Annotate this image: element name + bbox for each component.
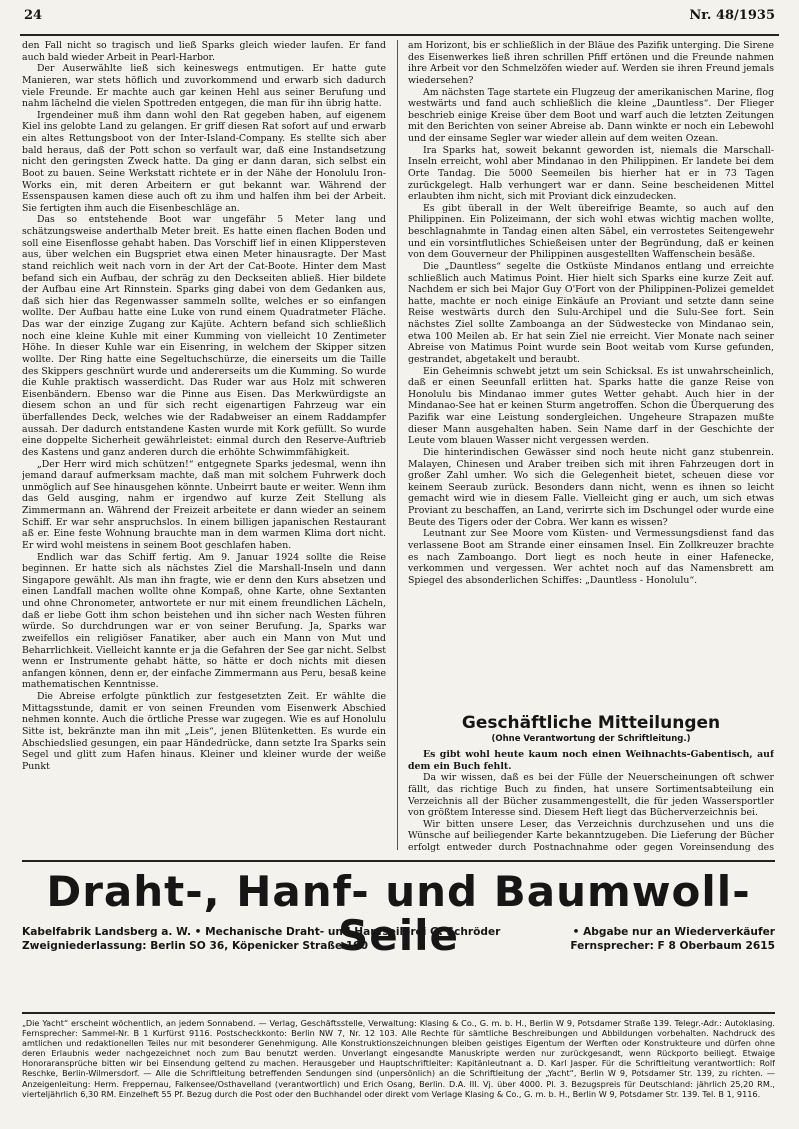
paragraph: Der Auserwählte ließ sich keineswegs entmutigen. Er hatte gute Manieren, war stets höflich und zuvorkommend und erwarb sich dadurch viele Freunde. Er machte auch gar keinen Hehl aus seiner Berufung und nahm lächelnd die vielen Spottreden entgegen, die man für ihn übrig hatte. (22, 63, 386, 110)
paragraph: Leutnant zur See Moore vom Küsten- und Vermessungsdienst fand das verlassene Boot am Strande einer einsamen Insel. Ein Zollkreuzer brachte es nach Zamboango. Dort liegt es noch heute in einer Hafenecke, verkommen und vergessen. Wer achtet noch auf das Namensbrett am Spiegel des absonderlichen Schiffes: „Dauntless - Honolulu“. (408, 528, 774, 586)
issue-number: Nr. 48/1935 (689, 8, 775, 23)
article-right-column (408, 40, 774, 680)
ad-branch-address: Zweigniederlassung: Berlin SO 36, Köpenicker Straße 190 (22, 940, 369, 952)
ad-phone: Fernsprecher: F 8 Oberbaum 2615 (570, 940, 775, 952)
section-title: Geschäftliche Mitteilungen (461, 713, 721, 733)
paragraph: am Horizont, bis er schließlich in der Bläue des Pazifik unterging. Die Sirene des Eisenwerkes ließ ihren schrillen Pfiff ertönen und die Freunde nahmen ihre Arbeit vor den Schmelzöfen wieder auf. Werden sie ihren Freund jemals wiedersehen? (408, 40, 774, 86)
page-header (24, 8, 775, 28)
header-rule (20, 34, 779, 36)
paragraph: Irgendeiner muß ihm dann wohl den Rat gegeben haben, auf eigenem Kiel ins gelobte Land zu gelangen. Er griff diesen Rat sofort auf und erwarb ein altes Rettungsboot von der Inter-Island-Company. Es stellte sich aber bald heraus, daß der Pott schon so verfault war, daß eine Instandsetzung nicht den geringsten Zweck hatte. Da ging er dann daran, sich selbst ein Boot zu bauen. Seine Werkstatt richtete er in der Nähe der Honolulu Iron-Works ein, mit deren Arbeitern er gut bekannt war. Während der Essenspausen kamen diese auch oft zu ihm und halfen ihm bei der Arbeit. Sie fertigten ihm auch die Eisenbeschläge an. (22, 109, 386, 214)
paragraph: Ein Geheimnis schwebt jetzt um sein Schicksal. Es ist unwahrscheinlich, daß er einen Seeunfall erlitten hat. Sparks hatte die ganze Reise von Honolulu bis Mindanao immer gutes Wetter gehabt. Auch hier in der Mindanao-See hat er keinen Sturm angetroffen. Schon die Überquerung des Pazifik war eine Leistung sondergleichen. Ungeheure Strapazen mußte dieser Mann ausgehalten haben. Sein Name darf in der Geschichte der Leute vom blauen Wasser nicht vergessen werden. (408, 365, 774, 447)
paragraph: Da wir wissen, daß es bei der Fülle der Neuerscheinungen oft schwer fällt, das richtige Buch zu finden, hat unsere Sortimentsabteilung ein Verzeichnis all der Bücher zusammengestellt, die für jeden Wassersportler von größtem Interesse sind. Diesem Heft liegt das Bücherverzeichnis bei. (408, 772, 774, 819)
column-divider (397, 40, 398, 850)
imprint-text: „Die Yacht“ erscheint wöchentlich, an jedem Sonnabend. — Verlag, Geschäftsstelle, Verwaltung: Klasing & Co., G. m. b. H., Berlin W 9, Potsdamer Straße 139. Telegr.-Adr.: Autoklasing. Fernsprecher: Sammel-Nr. B 1 Kurfürst 9116. Postscheckkonto: Berlin NW 7, Nr. 12 103. Alle Rechte für sämtliche Beschreibungen und Abbildungen vorbehalten. Nachdruck des amtlichen und redaktionellen Teiles nur mit besonderer Genehmigung. Alle Konstruktionszeichnungen bleiben geistiges Eigentum der Werften oder Konstrukteure und dürfen ohne deren Erlaubnis weder nachgezeichnet noch zum Bau benutzt werden. Unverlangt eingesandte Manuskripte werden nur zurückgesandt, wenn Rückporto beiliegt. Etwaige Honoraransprüche bitten wir bei Einsendung geltend zu machen. Herausgeber und Hauptschriftleiter: Kapitänleutnant a. D. Karl Jasper. Für die Schriftleitung verantwortlich: Rolf Reschke, Berlin-Wilmersdorf. — Alle die Schriftleitung betreffenden Sendungen sind (unpersönlich) an die Schriftleitung der „Yacht“, Berlin W 9, Potsdamer Str. 139, zu richten. — Anzeigenleitung: Herm. Freppernau, Falkensee/Osthavelland (verantwortlich) und Erich Osang, Berlin. D.A. III. Vj. über 4000. Pl. 3. Bezugspreis für Deutschland: jährlich 25,20 RM., vierteljährlich 6,30 RM. Einzelheft 55 Pf. Bezug durch die Post oder den Buchhandel oder direkt vom Verlage Klasing & Co., G. m. b. H., Berlin W 9, Potsdamer Str. 139. Tel. B 1, 9116. (22, 1018, 775, 1099)
section-subtitle: (Ohne Verantwortung der Schriftleitung.) (491, 734, 691, 744)
ad-sales-note: • Abgabe nur an Wiederverkäufer (572, 926, 775, 938)
page-number: 24 (24, 8, 43, 23)
paragraph: Endlich war das Schiff fertig. Am 9. Januar 1924 sollte die Reise beginnen. Er hatte sich als nächstes Ziel die Marshall-Inseln und dann Singapore gewählt. Als man ihn fragte, wie er denn den Kurs absetzen und einen Landfall machen wollte ohne Kompaß, ohne Karte, ohne Sextanten und ohne Chronometer, antwortete er nur mit einem freundlichen Lächeln, daß er liebe Gott ihm schon beistehen und ihn sicher nach Westen führen würde. So durchdrungen war er von seiner Berufung. Ja, Sparks war zweifellos ein religiöser Fanatiker, aber auch ein Mann von Mut und Beharrlichkeit. Vielleicht kannte er ja die Gefahren der See gar nicht. Selbst wenn er Instrumente gehabt hätte, so hätte er doch nichts mit diesen anfangen können, denn er, der einfache Zimmermann aus Peru, besaß keine mathematischen Kenntnisse. (22, 551, 386, 691)
ad-company-names: Kabelfabrik Landsberg a. W. • Mechanische Draht- und Hanfseilerei G. Schröder (22, 926, 501, 938)
business-notice-section (408, 712, 774, 852)
paragraph: den Fall nicht so tragisch und ließ Sparks gleich wieder laufen. Er fand auch bald wieder Arbeit in Pearl-Harbor. (22, 40, 386, 63)
paragraph: Wir bitten unsere Leser, das Verzeichnis durchzusehen und uns die Wünsche auf beiliegender Karte bekanntzugeben. Die Lieferung der Bücher erfolgt entweder durch Postnachnahme oder gegen Voreinsendung des (408, 818, 774, 852)
paragraph: Ira Sparks hat, soweit bekannt geworden ist, niemals die Marschall-Inseln erreicht, wohl aber Mindanao in den Philippinen. Er landete bei dem Orte Tandag. Die 5000 Seemeilen bis hierher hat er in 73 Tagen zurückgelegt. Halb verhungert war er dann. Seine bescheidenen Mittel erlaubten ihm nicht, sich mit Proviant dick einzudecken. (408, 144, 774, 203)
advertisement (22, 860, 775, 1014)
paragraph: Die „Dauntless“ segelte die Ostküste Mindanos entlang und erreichte schließlich auch Matimus Point. Hier hielt sich Sparks eine kurze Zeit auf. Nachdem er sich bei Major Guy O'Fort von der Philippinen-Polizei gemeldet hatte, machte er noch einige Einkäufe an Proviant und setzte dann seine Reise westwärts durch den Sulu-Archipel und die Sulu-See fort. Sein nächstes Ziel sollte Zamboanga an der Südwestecke von Mindanao sein, etwa 100 Meilen ab. Er hat sein Ziel nie erreicht. Vier Monate nach seiner Abreise von Matimus Point wurde sein Boot weitab vom Kurse gefunden, gestrandet, abgetakelt und beraubt. (408, 260, 774, 365)
paragraph: Die hinterindischen Gewässer sind noch heute nicht ganz stubenrein. Malayen, Chinesen und Araber treiben sich mit ihren Fahrzeugen dort in großer Zahl umher. Wo sich die Gelegenheit bietet, scheuen diese vor keinem Seeraub zurück. Besonders dann nicht, wenn es ihnen so leicht gemacht wird wie in diesem Falle. Vielleicht ging er auch, um sich etwas Proviant zu beschaffen, an Land, verirrte sich im Dschungel oder wurde eine Beute des Tigers oder der Cobra. Wer kann es wissen? (408, 446, 774, 528)
paragraph: Es gibt wohl heute kaum noch einen Weihnachts-Gabentisch, auf dem ein Buch fehlt. (408, 749, 774, 772)
paragraph: Es gibt überall in der Welt übereifrige Beamte, so auch auf den Philippinen. Ein Polizeimann, der sich wohl etwas wichtig machen wollte, beschlagnahmte in Tandag einen alten Säbel, ein verrostetes Seitengewehr und ein vorsintflutliches Schießeisen unter der Begründung, daß er keinen von dem Gouverneur der Philippinen ausgestellten Waffenschein besäße. (408, 202, 774, 261)
article-left-column (22, 40, 386, 850)
paragraph: Am nächsten Tage startete ein Flugzeug der amerikanischen Marine, flog westwärts und fand auch schließlich die kleine „Dauntless“. Der Flieger beschrieb einige Kreise über dem Boot und warf auch die letzten Zeitungen mit den Berichten von seiner Abreise ab. Dann winkte er noch ein Lebewohl und der einsame Segler war wieder allein auf dem weiten Ozean. (408, 86, 774, 144)
ad-headline: Draht-, Hanf- und Baumwoll-Seile (46, 867, 751, 960)
imprint (22, 1018, 775, 1122)
paragraph: „Der Herr wird mich schützen!“ entgegnete Sparks jedesmal, wenn ihn jemand darauf aufmerksam machte, daß man mit solchem Fuhrwerk doch unmöglich auf See hinausgehen könnte. Unbeirrt baute er weiter. Wenn ihm das Geld ausging, nahm er irgendwo auf kurze Zeit Stellung als Zimmermann an. Während der Freizeit arbeitete er dann wieder an seinem Schiff. Er war sehr anspruchslos. In einem billigen japanischen Restaurant aß er. Eine feste Wohnung brauchte man in dem warmen Klima dort nicht. Er wird wohl meistens in seinem Boot geschlafen haben. (22, 458, 386, 551)
paragraph: Das so entstehende Boot war ungefähr 5 Meter lang und schätzungsweise anderthalb Meter breit. Es hatte einen flachen Boden und soll eine Eisenflosse gehabt haben. Das Vorschiff lief in einen Klippersteven aus, über welchen ein Bugspriet etwa einen Meter hinausragte. Der Mast stand reichlich weit nach vorn in der Art der Cat-Boote. Hinter dem Mast befand sich ein Aufbau, der schräg zu den Deckseiten abließ. Hier bildete der Aufbau eine Art Rinnstein. Sparks ging dabei von dem Gedanken aus, daß sich hier das Regenwasser sammeln sollte, welches er so einfangen wollte. Der Aufbau hatte eine Luke von rund einem Quadratmeter Fläche. Das war der einzige Zugang zur Kajüte. Achtern befand sich schließlich noch eine kleine Kuhle mit einer Kumming von vielleicht 10 Zentimeter Höhe. In dieser Kuhle war ein Eisenring, in welchem der Skipper sitzen wollte. Der Ring hatte eine Segeltuchschürze, die einerseits um die Taille des Skippers geschnürt wurde und andererseits um die Kumming. So wurde die Kuhle praktisch wasserdicht. Das Ruder war aus Holz mit schweren Eisenbändern. Ebenso war die Pinne aus Eisen. Das Merkwürdigste an diesem schon an und für sich recht eigenartigen Fahrzeug war ein überfallendes Deck, welches wie der Radabweiser an einem Raddampfer aussah. Der dadurch entstandene Kasten wurde mit Kork gefüllt. So wurde eine doppelte Sicherheit gewährleistet: einmal durch den Reserve-Auftrieb des Kastens und ganz anderen durch die erhöhte Schwimmfähigkeit. (22, 214, 386, 458)
paragraph: Die Abreise erfolgte pünktlich zur festgesetzten Zeit. Er wählte die Mittagsstunde, damit er von seinen Freunden vom Eisenwerk Abschied nehmen konnte. Auch die örtliche Presse war zugegen. Wie es auf Honolulu Sitte ist, bekränzte man ihn mit „Leis“, jenen Blütenketten. Es wurde ein Abschiedslied gesungen, ein paar Händedrücke, dann setzte Ira Sparks sein Segel und glitt zum Hafen hinaus. Kleiner und kleiner wurde der weiße Punkt (22, 691, 386, 772)
